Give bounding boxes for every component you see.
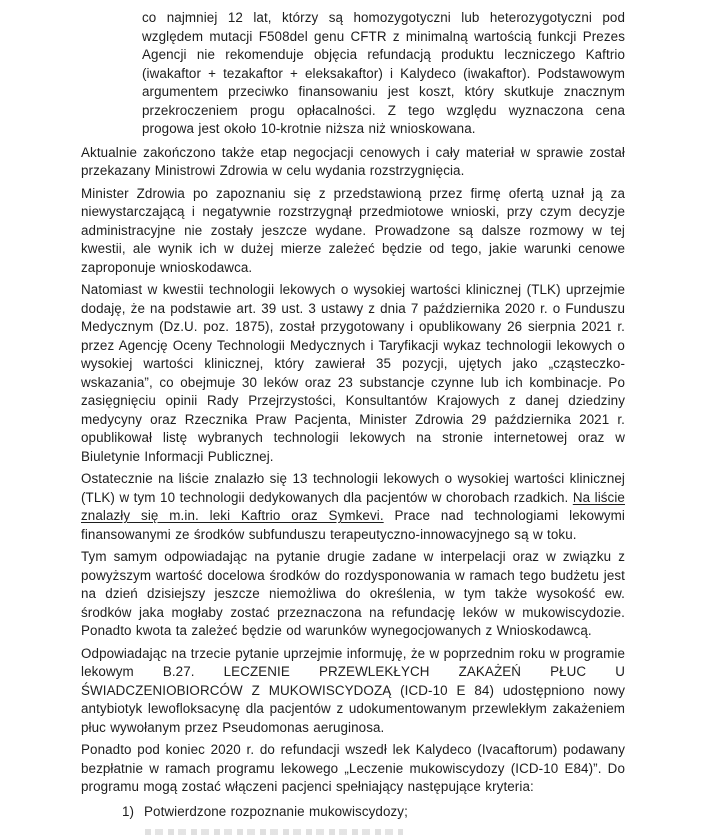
paragraph-negotiations-status xyxy=(81,144,625,181)
paragraph-final-list-kaftrio-symkevi xyxy=(81,470,625,544)
clipped-next-line-fragment xyxy=(145,829,403,835)
text-run: Aktualnie zakończono także etap negocjacji cenowych i cały materiał w sprawie został przekazany Ministrowi Zdrowia w celu wydania rozstrzygnięcia. xyxy=(81,144,625,178)
paragraph-budget-answer-question-two xyxy=(81,548,625,641)
list-item-marker: 1) xyxy=(122,803,135,819)
text-run: Prace nad technologiami lekowymi finansowanymi ze środków subfunduszu terapeutyczno-innowacyjnego są w toku. xyxy=(81,508,625,542)
underlined-sentence: Na liście znalazły się m.in. leki Kaftrio oraz Symkevi. xyxy=(81,489,625,523)
text-run: co najmniej 12 lat, którzy są homozygotyczni lub heterozygotyczni pod względem mutacji F508del genu CFTR z minimalną wartością funkcji Prezes Agencji nie rekomenduje objęcia refundacją produktu leczniczego Kaftrio (iwakaftor + tezakaftor + eleksakaftor) i Kalydeco (iwakaftor). Podstawowym argumentem przeciwko finansowaniu jest koszt, który skutkuje znacznym przekroczeniem progu opłacalności. Z tego względu wyznaczona cena progowa jest około 10-krotnie niższa niż wnioskowana. xyxy=(142,10,625,136)
paragraph-agency-recommendation xyxy=(142,9,625,139)
document-body-text xyxy=(81,9,625,821)
paragraph-minister-decision xyxy=(81,185,625,278)
paragraph-answer-question-three xyxy=(81,645,625,738)
text-run: Ponadto pod koniec 2020 r. do refundacji wszedł lek Kalydeco (Ivacaftorum) podawany bezpłatnie w ramach programu lekowego „Leczenie mukowiscydozy (ICD-10 E84)”. Do programu mogą zostać włączeni pacjenci spełniający następujące kryteria: xyxy=(81,742,625,794)
list-item-criterion-1 xyxy=(81,803,625,822)
text-run: Tym samym odpowiadając na pytanie drugie zadane w interpelacji oraz w związku z powyższym wartość docelowa środków do rozdysponowania w ramach tego budżetu jest na dzień dzisiejszy jeszcze niemożliwa do określenia, w tym także wysokość ew. środków jaka mogłaby zostać przeznaczona na refundację leków w mukowiscydozie. Ponadto kwota ta zależeć będzie od warunków wynegocjowanych z Wnioskodawcą. xyxy=(81,549,625,638)
text-run: Minister Zdrowia po zapoznaniu się z przedstawioną przez firmę ofertą uznał ją za niewystarczającą i negatywnie rozstrzygnął przedmiotowe wnioski, przy czym decyzje administracyjne nie zostały jeszcze wydane. Prowadzone są dalsze rozmowy w tej kwestii, ale wynik ich w dużej mierze zależeć będzie od tego, jakie warunki cenowe zaproponuje wnioskodawca. xyxy=(81,185,625,275)
paragraph-kalydeco-program xyxy=(81,741,625,797)
paragraph-tlk-list xyxy=(81,281,625,466)
text-run: Ostatecznie na liście znalazło się 13 technologii lekowych o wysokiej wartości klinicznej (TLK) w tym 10 technologii dedykowanych dla pacjentów w chorobach rzadkich. xyxy=(81,471,625,505)
text-run: Odpowiadając na trzecie pytanie uprzejmie informuję, że w poprzednim roku w programie lekowym B.27. LECZENIE PRZEWLEKŁYCH ZAKAŻEŃ PŁUC U ŚWIADCZENIOBIORCÓW Z MUKOWISCYDOZĄ (ICD-10 E 84) udostępniono nowy antybiotyk lewofloksacynę dla pacjentów z udokumentowanym przewlekłym zakażeniem płuc wywołanym przez Pseudomonas aeruginosa. xyxy=(81,645,625,735)
text-run: Potwierdzone rozpoznanie mukowiscydozy; xyxy=(144,803,408,819)
text-run: Natomiast w kwestii technologii lekowych o wysokiej wartości klinicznej (TLK) uprzejmie dodaję, że na podstawie art. 39 ust. 3 ustawy z dnia 7 października 2020 r. o Funduszu Medycznym (Dz.U. poz. 1875), został przygotowany i opublikowany 26 sierpnia 2021 r. przez Agencję Oceny Technologii Medycznych i Taryfikacji wykaz technologii lekowych o wysokiej wartości klinicznej, który zawierał 35 pozycji, ujętych jako „cząsteczko-wskazania”, co obejmuje 30 leków oraz 23 substancje czynne lub ich kombinacje. Po zasięgnięciu opinii Rady Przejrzystości, Konsultantów Krajowych z danej dziedziny medycyny oraz Rzecznika Praw Pacjenta, Minister Zdrowia 29 października 2021 r. opublikował listę wybranych technologii lekowych na stronie internetowej oraz w Biuletynie Informacji Publicznej. xyxy=(81,282,625,464)
